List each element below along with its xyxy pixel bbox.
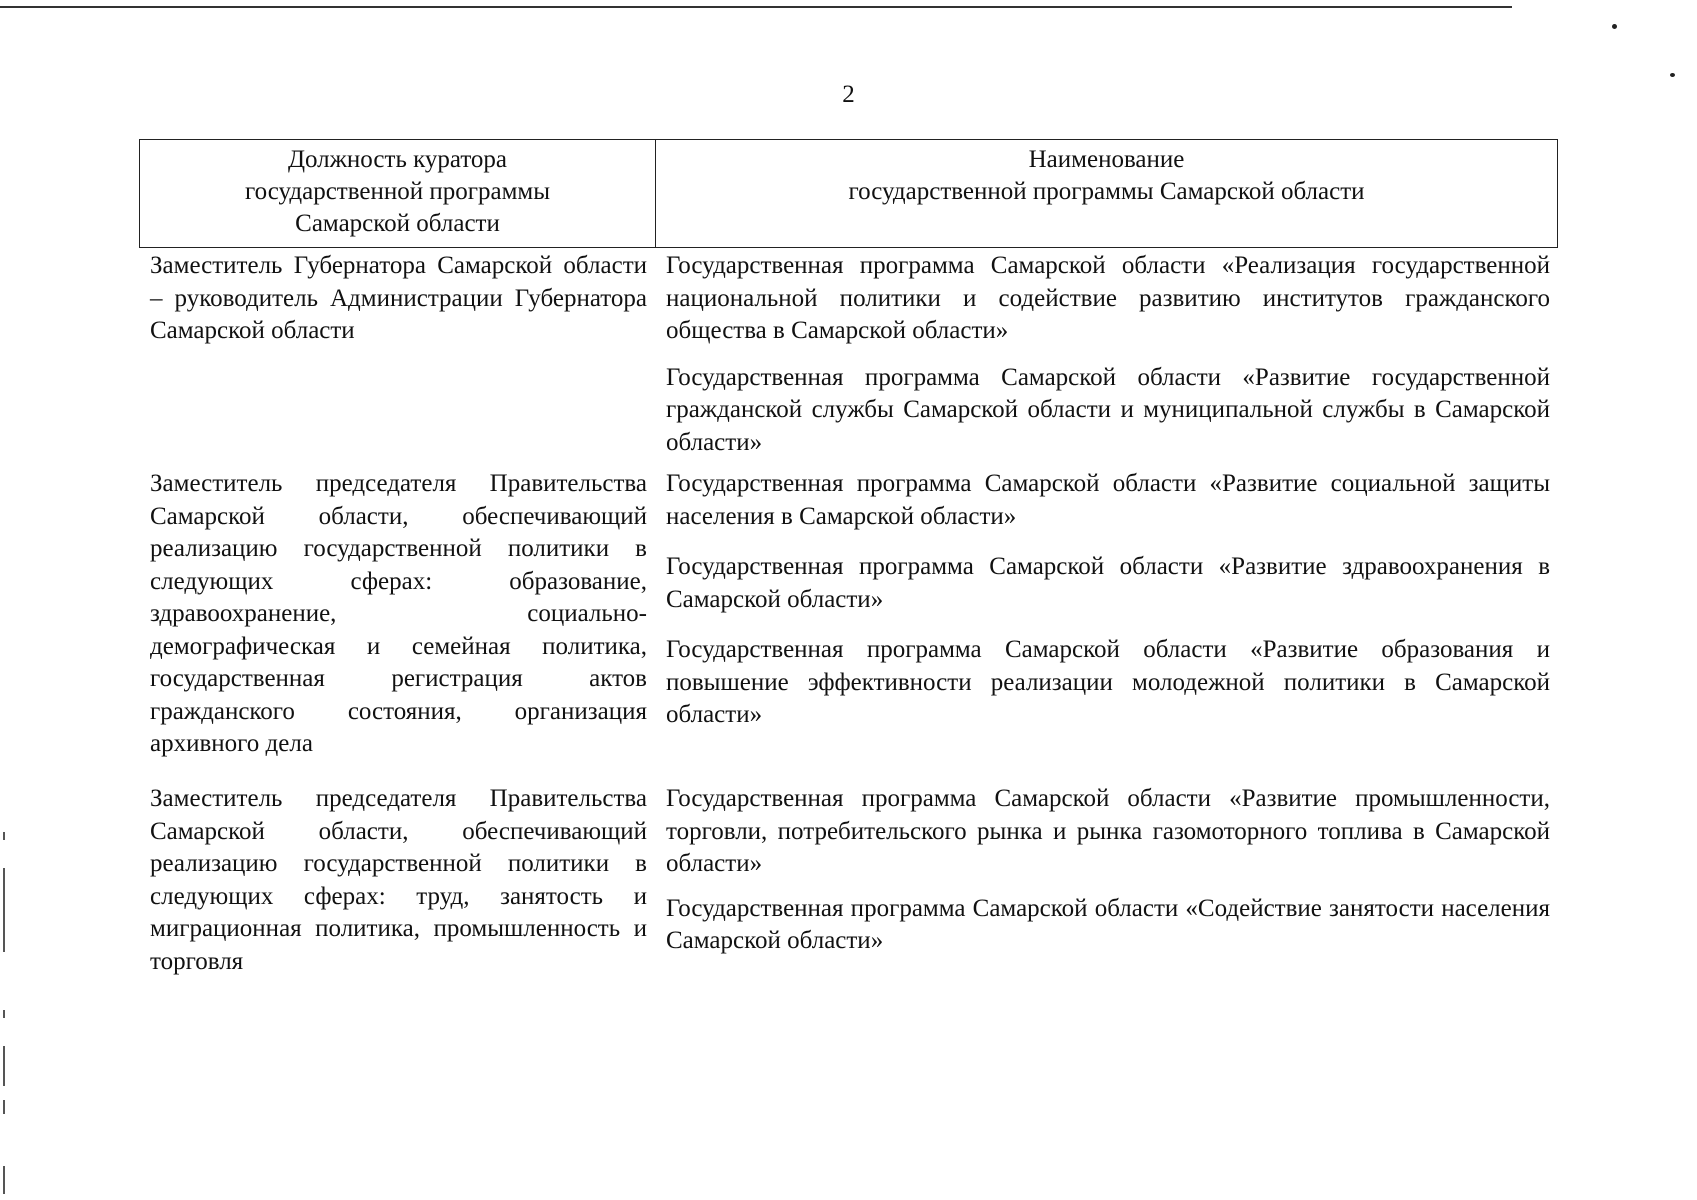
program-list	[666, 783, 1550, 974]
curator-position: Заместитель председателя Правительства Самарской области, обеспечивающий реализацию государственной политики в следующих сферах: труд, занятость и миграционная политика, промышленность и торговля	[150, 785, 647, 975]
header-text-line: Наименование	[1028, 146, 1185, 173]
header-text-line: Должность куратора	[287, 146, 508, 173]
header-text-line: государственной программы Самарской области	[848, 178, 1365, 205]
scan-dot	[1670, 73, 1675, 77]
program-list	[666, 468, 1550, 748]
left-margin-mark	[3, 1010, 5, 1018]
program-name: Государственная программа Самарской области «Развитие социальной защиты населения в Самарской области»	[666, 470, 1550, 530]
header-text-line: государственной программы	[244, 178, 551, 205]
curator-position: Заместитель Губернатора Самарской области – руководитель Администрации Губернатора Самарской области	[150, 252, 647, 344]
left-margin-mark	[3, 1046, 5, 1086]
program-name: Государственная программа Самарской области «Развитие государственной гражданской службы Самарской области и муниципальной службы в Самарской области»	[666, 363, 1550, 456]
program-name: Государственная программа Самарской области «Развитие здравоохранения в Самарской области»	[666, 553, 1550, 613]
header-program-name	[656, 140, 1557, 247]
program-name: Государственная программа Самарской области «Развитие промышленности, торговли, потребительского рынка и рынка газомоторного топлива в Самарской области»	[666, 785, 1550, 877]
page-number: 2	[842, 81, 855, 108]
header-curator-position	[140, 140, 656, 247]
scan-dot	[1612, 24, 1617, 29]
left-margin-mark	[3, 1166, 5, 1194]
left-margin-mark	[3, 868, 5, 952]
table-row	[150, 783, 1550, 978]
table-header	[139, 139, 1558, 248]
top-border-line	[0, 6, 1512, 8]
table-body	[150, 250, 1550, 978]
curator-position: Заместитель председателя Правительства Самарской области, обеспечивающий реализацию государственной политики в следующих сферах: образование, здравоохранение, социально-демографическая и семейная политика, государственная регистрация актов гражданского состояния, организация архивного дела	[150, 470, 647, 757]
program-name: Государственная программа Самарской области «Реализация государственной национальной политики и содействие развитию институтов гражданского общества в Самарской области»	[666, 252, 1550, 344]
left-margin-mark	[3, 832, 5, 840]
program-name: Государственная программа Самарской области «Содействие занятости населения Самарской области»	[666, 894, 1550, 954]
table-row	[150, 250, 1550, 468]
left-margin-mark	[3, 1100, 5, 1114]
table-row	[150, 468, 1550, 783]
program-name: Государственная программа Самарской области «Развитие образования и повышение эффективности реализации молодежной политики в Самарской области»	[666, 636, 1550, 728]
header-text-line: Самарской области	[295, 210, 500, 237]
program-list	[666, 250, 1550, 475]
